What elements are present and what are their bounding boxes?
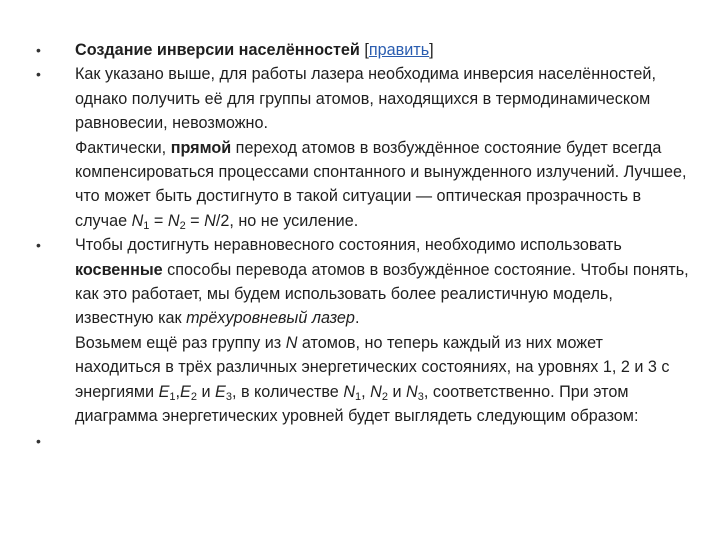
paragraph-text: Чтобы достигнуть неравновесного состояния, необходимо использовать	[75, 236, 622, 255]
bullet-dot: •	[36, 432, 41, 449]
math-sub: 3	[225, 390, 232, 403]
paragraph-text: Фактически,	[75, 138, 171, 157]
math-var: N	[343, 382, 356, 401]
edit-bracket-close: ]	[429, 41, 434, 59]
paragraph-text: способы перевода атомов в возбуждённое состояние. Чтобы понять, как это работает, мы будем использовать более реалистичную модель, известную как	[75, 260, 689, 328]
math-sub: 1	[143, 219, 150, 232]
math-sub: 2	[381, 390, 388, 403]
math-var: N	[131, 211, 144, 230]
paragraph-text: , соответственно. При этом диаграмма энергетических уровней будет выглядеть следующим образом:	[75, 382, 639, 426]
section-title: Создание инверсии населённостей	[75, 41, 360, 59]
edit-bracket-open: [	[364, 41, 369, 59]
math-sub: 3	[417, 390, 424, 403]
math-var: N	[285, 333, 298, 352]
math-var: N	[370, 382, 382, 401]
math-var: E	[180, 382, 191, 401]
paragraph-text: атомов, но теперь каждый из них может находиться в трёх различных энергетических состояниях, на уровнях 1, 2 и 3 с энергиями	[75, 333, 670, 401]
math-sub: 2	[190, 390, 197, 403]
italic-term: трёхуровневый лазер	[186, 309, 355, 328]
bullet-dot: •	[36, 42, 41, 58]
bold-term: прямой	[170, 138, 232, 157]
math-sub: 2	[179, 219, 186, 232]
paragraph-text: .	[354, 309, 360, 328]
bullet-item-paragraph-2	[36, 233, 691, 428]
math-var: N	[167, 211, 180, 230]
paragraph-text: переход атомов в возбуждённое состояние будет всегда компенсироваться процессами спонтанного и вынужденного излучений. Лучшее, что может быть достигнуто в такой ситуации — оптическая прозрачность в случае	[75, 138, 687, 230]
math-op: ,	[361, 382, 371, 401]
math-sub: 1	[169, 390, 176, 403]
paragraph-text: Возьмем ещё раз группу из	[75, 333, 286, 352]
bold-term: косвенные	[75, 260, 163, 279]
paragraph-text: /2, но не усиление.	[215, 211, 359, 230]
math-var: N	[406, 382, 418, 401]
math-op: и	[387, 382, 407, 401]
bullet-item-paragraph-1	[36, 62, 691, 233]
math-op: ,	[175, 382, 181, 401]
math-op: =	[149, 211, 168, 230]
bullet-item-empty	[36, 429, 691, 453]
edit-link[interactable]: править	[368, 41, 430, 59]
math-op: =	[185, 211, 205, 230]
paragraph-text: , в количестве	[231, 382, 344, 401]
bullet-dot: •	[36, 237, 41, 254]
bullet-dot: •	[36, 66, 41, 83]
bullet-item-heading	[36, 38, 691, 62]
math-var: E	[158, 382, 170, 401]
paragraph-text: Как указано выше, для работы лазера необходима инверсия населённостей, однако получить её для группы атомов, находящихся в термодинамическом равновесии, невозможно.	[75, 65, 656, 133]
math-sub: 1	[355, 390, 362, 403]
bullet-list	[36, 38, 691, 453]
math-op: и	[196, 382, 216, 401]
math-var: N	[204, 211, 216, 230]
math-var: E	[215, 382, 226, 401]
